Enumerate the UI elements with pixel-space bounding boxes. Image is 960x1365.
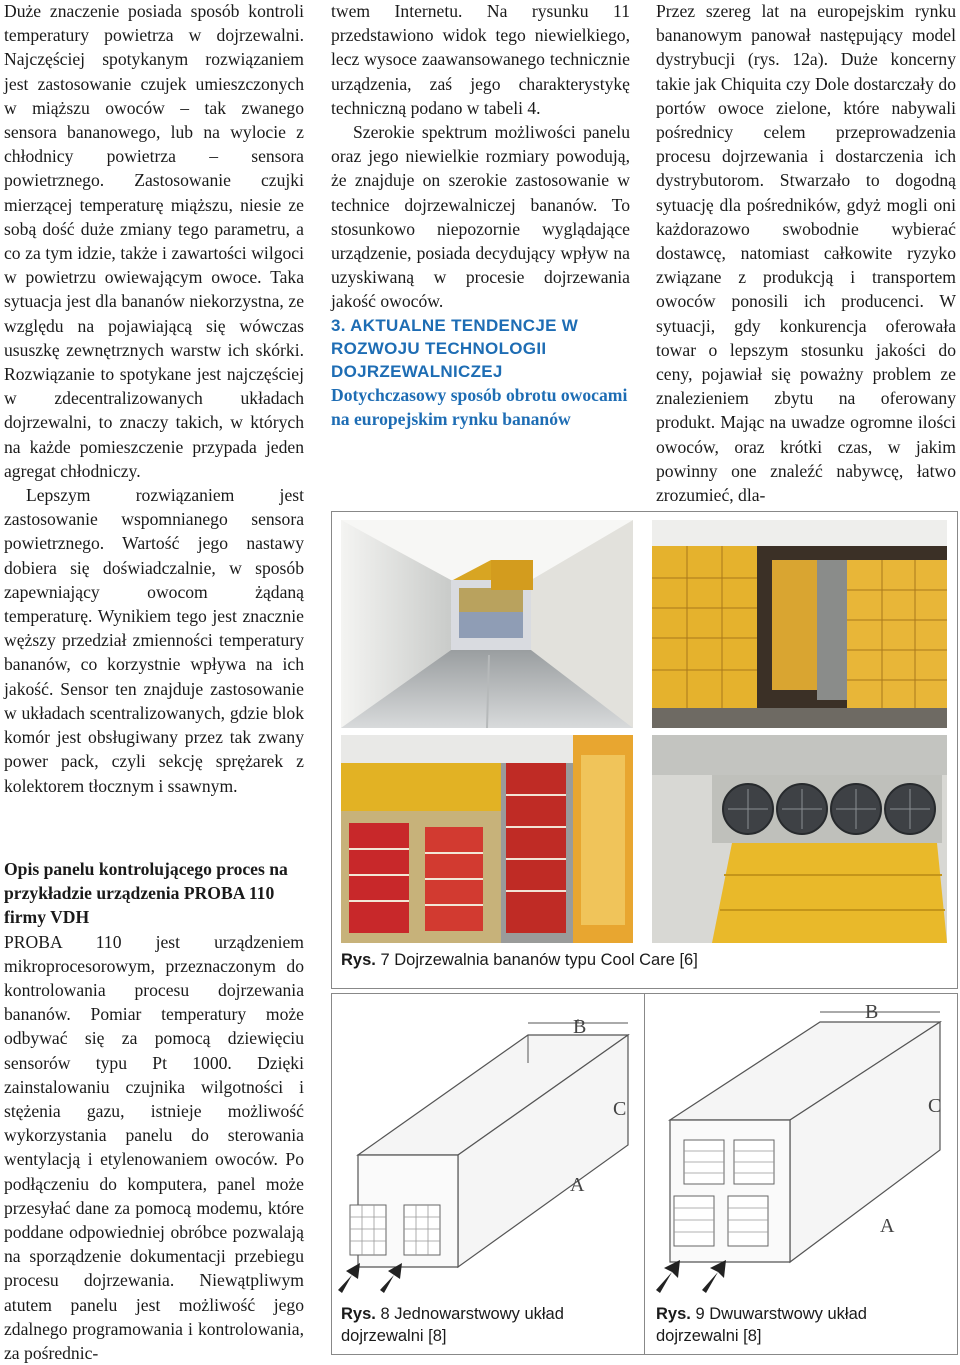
caption-number: 7: [380, 951, 390, 969]
dim-label-a: A: [880, 1215, 895, 1237]
dim-label-b: B: [865, 1001, 879, 1023]
diagram-double-layer: [650, 1000, 954, 1295]
paragraph: Szerokie spektrum możliwości panelu oraz jego niewielkie rozmiary powodują, że znajduje on szerokie zastosowanie w technice dojrzewalniczej bananów. To stosunkowo niepozornie wyglądające urządzenie, posiada decydujący wpływ na uzyskiwaną w procesie dojrzewania jakość owoców.: [331, 122, 630, 312]
caption-label: Rys.: [656, 1305, 691, 1323]
paragraph: Duże znaczenie posiada sposób kontroli temperatury powietrza w dojrzewalni. Najczęściej spotykanym rozwiązaniem jest zastosowanie czujek umieszczonych w miąższu owoców – tak zwanego sensora bananowego, lub na wylocie z chłodnicy powietrza – sensora powietrznego. Zastosowanie czujki mierzącej temperaturę miąższu, niesie ze sobą dość duże zmiany tego parametru, a co za tym idzie, także i zawartości wilgoci w powietrzu owiewającym owoce. Taka sytuacja jest dla bananów niekorzystna, ze względu na pojawiającą się wówczas ususzkę zewnętrznych warstw ich skórki. Rozwiązanie to spotykane jest najczęściej w zdecentralizowanych układach dojrzewalni, to znaczy takich, w których na każde pomieszczenie przypada jeden agregat chłodniczy.: [4, 1, 304, 481]
caption-text: Dojrzewalnia bananów typu Cool Care [6]: [394, 951, 698, 969]
caption-label: Rys.: [341, 1305, 376, 1323]
photo-stacked-boxes: [652, 520, 947, 728]
figure-divider: [644, 993, 645, 1355]
subsection-heading: Opis panelu kontrolującego proces na przykładzie urządzenia PROBA 110 firmy VDH: [4, 859, 288, 928]
figure-8-caption: [341, 1303, 631, 1347]
photo-curtain-boxes: [341, 735, 633, 943]
caption-label: Rys.: [341, 951, 376, 969]
dim-label-b: B: [573, 1016, 587, 1038]
section-heading: 3. AKTUALNE TENDENCJE W ROZWOJU TECHNOLOGII DOJRZEWALNICZEJ: [331, 315, 579, 381]
paragraph: Lepszym rozwiązaniem jest zastosowanie wspomnianego sensora powietrznego. Wartość jego nastawy dobiera się doświadczalnie, w sposób zapewniający owocom żądaną temperaturę. Wynikiem tego jest znacznie węższy przedział zmienności temperatury bananów, co korzystnie wpływa na ich jakość. Sensor ten znajduje zastosowanie w układach scentralizowanych, gdzie blok komór jest obsługiwany przez tak zwany power pack, czyli sekcję sprężarek z kolektorem tłocznym i ssawnym.: [4, 485, 304, 796]
caption-text: Dwuwarstwowy układ dojrzewalni [8]: [656, 1305, 867, 1345]
caption-number: 9: [695, 1305, 705, 1323]
text-column-2: [331, 0, 630, 431]
dim-label-c: C: [613, 1098, 627, 1120]
paragraph: PROBA 110 jest urządzeniem mikroprocesorowym, przeznaczonym do kontrolowania procesu dojrzewania bananów. Pomiar temperatury może odbywać się za pomocą dziewięciu sensorów typu Pt 1000. Dzięki zainstalowaniu czujnika wilgotności i stężenia gazu, istnieje możliwość wykorzystania panelu do sterowania wentylacją i etylenowaniem owoców. Po podłączeniu do komputera, panel może przesyłać dane za pomocą modemu, które poddane odpowiedniej obróbce pozwalają na sporządzenie dokumentacji przebiegu procesu dojrzewania. Niewątpliwym atutem panelu jest możliwość jego zdalnego programowania i kontrolowania, za pośrednic-: [4, 931, 304, 1364]
dim-label-a: A: [570, 1174, 585, 1196]
text-column-3: [656, 0, 956, 507]
photo-ripening-corridor: [341, 520, 633, 728]
text-column-1: [4, 0, 304, 798]
photo-cooler-fans: [652, 735, 947, 943]
caption-text: Jednowarstwowy układ dojrzewalni [8]: [341, 1305, 564, 1345]
dim-label-c: C: [928, 1095, 942, 1117]
subsection-heading: Dotychczasowy sposób obrotu owocami na europejskim rynku bananów: [331, 384, 628, 429]
figure-7-caption: [341, 949, 941, 971]
paragraph: Przez szereg lat na europejskim rynku bananowym panował następujący model dystrybucji (rys. 12a). Duże koncerny takie jak Chiquita czy Dole dostarczały do portów owoce zielone, które nabywali pośrednicy celem przeprowadzenia procesu dojrzewania i dostarczenia ich dystrybutorom. Stwarzało to dogodną sytuację dla pośredników, gdyż mogli oni każdorazowo swobodnie wybierać dostawcę, natomiast całkowite ryzyko związane z produkcją i transportem owoców ponosili ich producenci. W sytuacji, gdy konkurencja oferowała towar o lepszym stosunku jakości do ceny, pojawiał się poważny problem ze znalezieniem zbytu na oferowany produkt. Mając na uwadze ogromne ilości owoców, oraz krótki czas, w jakim powinny one znaleźć nabywcę, łatwo zrozumieć, dla-: [656, 1, 956, 506]
paragraph: twem Internetu. Na rysunku 11 przedstawiono widok tego niewielkiego, lecz wysoce zaawansowanego technicznie urządzenia, zaś jego charakterystykę techniczną podano w tabeli 4.: [331, 1, 630, 118]
text-column-1-lower: [4, 857, 304, 1365]
caption-number: 8: [380, 1305, 390, 1323]
figure-9-caption: [656, 1303, 952, 1347]
diagram-single-layer: [338, 1005, 638, 1295]
